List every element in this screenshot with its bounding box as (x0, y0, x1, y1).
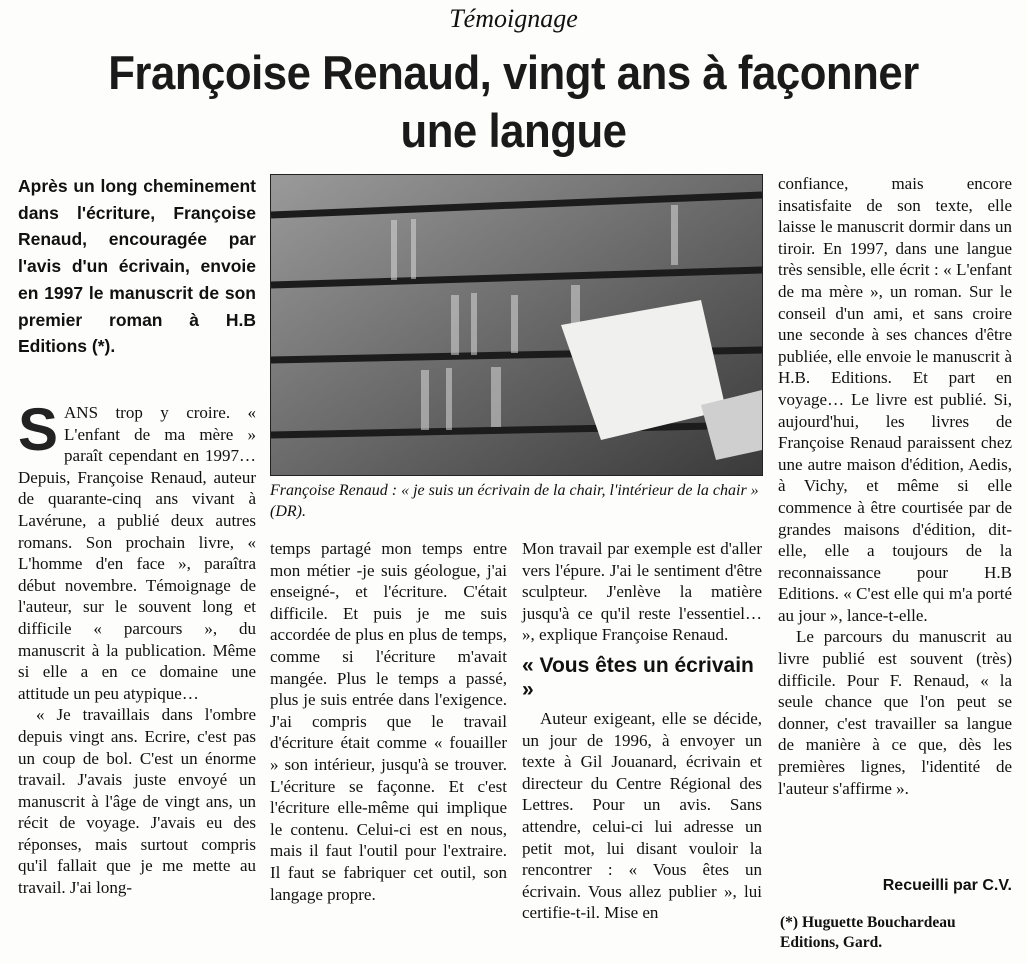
column-1 (18, 396, 256, 899)
subheading: « Vous êtes un écrivain » (522, 653, 754, 701)
bookshelf-photo (270, 174, 763, 476)
photo-caption: Françoise Renaud : « je suis un écrivain de la chair, l'intérieur de la chair » (DR). (270, 482, 759, 520)
author-signature: Recueilli par C.V. (882, 877, 1012, 894)
column-3 (522, 538, 762, 924)
column-4 (778, 173, 1012, 799)
col4-paragraph-2: Le parcours du manuscrit au livre publié est souvent (très) difficile. Pour F. Renaud, « la seule chance que l'on peut se donner, c'est travailler sa langue de manière à ce que, dès les premières lignes, l'identité de l'auteur s'affirme ». (778, 627, 1012, 798)
col2-paragraph-1: temps partagé mon temps entre mon métier -je suis géologue, j'ai enseigné-, et l'écriture. C'était difficile. Et puis je me suis accordée de plus en plus de temps, comme si l'écriture m'avait mangée. Plus le temps a passé, plus je suis entrée dans l'exigence. J'ai compris que le travail d'écriture était comme « fouailler » son intérieur, jusqu'à se trouver. L'écriture se façonne. Et c'est l'écriture elle-même qui implique le contenu. Celui-ci est en nous, mais il faut l'outil pour l'extraire. Il faut se fabriquer cet outil, son langage propre. (270, 539, 507, 904)
headline (36, 44, 991, 160)
column-2 (270, 538, 507, 905)
footnote: (*) Huguette Bouchardeau Editions, Gard. (780, 914, 956, 951)
headline-line-1: Françoise Renaud, vingt ans à façonner (108, 46, 919, 99)
col1-paragraph-1: ANS trop y croire. « L'enfant de ma mère » paraît cependant en 1997… Depuis, Françoise Renaud, auteur de quarante-cinq ans vivant à Lavérune, a publié deux autres romans. Son prochain livre, « L'homme d'en face », paraîtra début novembre. Témoignage de l'auteur, sur le souvent long et difficile « parcours », du manuscrit à la publication. Même si elle a en ce domaine une attitude un peu atypique… (18, 403, 256, 703)
lede-paragraph: Après un long cheminement dans l'écriture, Françoise Renaud, encouragée par l'avis d'un écrivain, envoie en 1997 le manuscrit de son premier roman à H.B Editions (*). (18, 176, 256, 357)
rubric: Témoignage (449, 4, 578, 33)
headline-line-2: une langue (400, 104, 627, 157)
bookshelf-image (271, 175, 762, 475)
col1-paragraph-2: « Je travaillais dans l'ombre depuis vingt ans. Ecrire, c'est pas un coup de bol. C'est un énorme travail. J'avais juste envoyé un manuscrit à l'âge de vingt ans, un récit de voyage. J'avais eu des réponses, mais surtout compris qu'il fallait que je me mette au travail. J'ai long- (18, 705, 256, 898)
col3-paragraph-1: Mon travail par exemple est d'aller vers l'épure. J'ai le sentiment d'être sculpteur. J'enlève la matière jusqu'à ce qu'il reste l'essentiel… », explique Françoise Renaud. (522, 539, 762, 645)
drop-cap: S (18, 396, 59, 463)
col4-paragraph-1: confiance, mais encore insatisfaite de son texte, elle laisse le manuscrit dormir dans un tiroir. En 1997, dans une langue très sensible, elle écrit : « L'enfant de ma mère », un roman. Sur le conseil d'un ami, et sans croire une seconde à ses chances d'être publiée, elle envoie le manuscrit à H.B. Editions. Et part en voyage… Le livre est publié. Si, aujourd'hui, les livres de Françoise Renaud paraissent chez une autre maison d'édition, Aedis, à Vichy, et même si elle commence à être courtisée par de grandes maisons d'édition, dit-elle, elle a toujours de la reconnaissance pour H.B Editions. « C'est elle qui m'a porté au jour », lance-t-elle. (778, 174, 1012, 625)
col3-paragraph-2: Auteur exigeant, elle se décide, un jour de 1996, à envoyer un texte à Gil Jouanard, écrivain et directeur du Centre Régional des Lettres. Pour un avis. Sans attendre, celui-ci lui adresse un petit mot, lui disant vouloir la rencontrer : « Vous êtes un écrivain. Vous allez publier », lui certifie-t-il. Mise en (522, 708, 762, 923)
